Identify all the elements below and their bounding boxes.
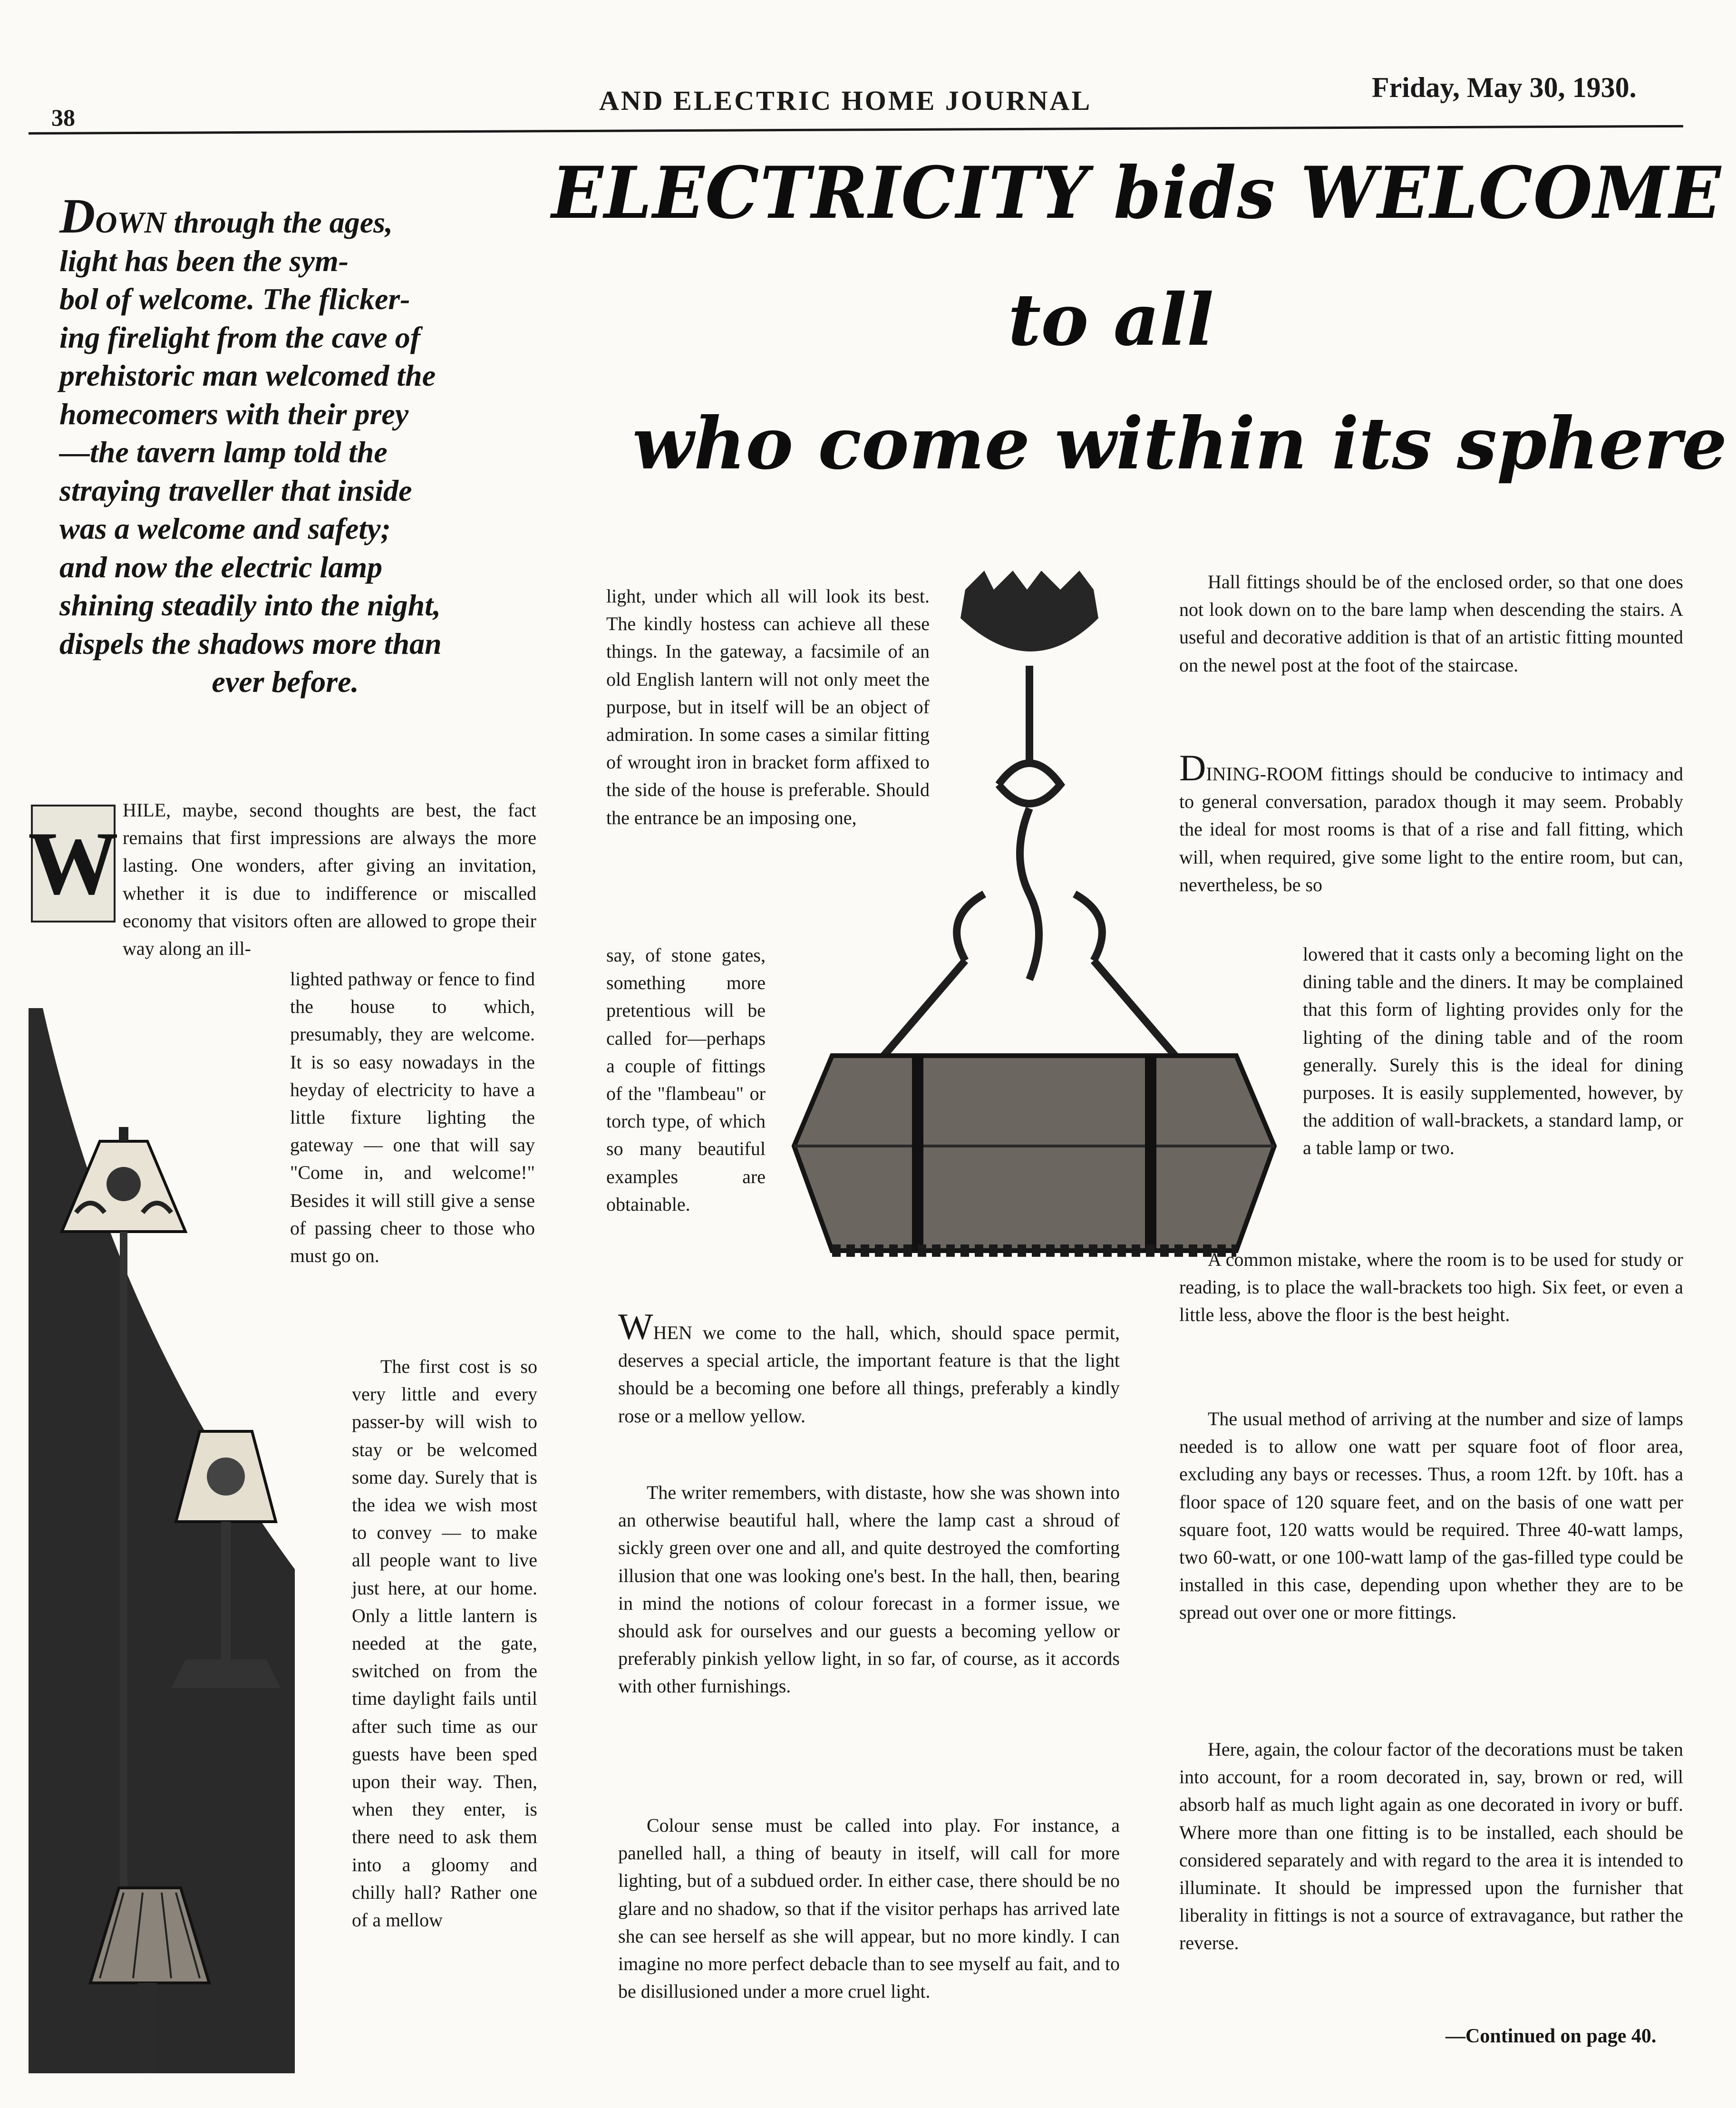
intro-line: light has been the sym-: [59, 243, 349, 278]
intro-line: homecomers with their prey: [59, 397, 409, 431]
intro-line: bol of welcome. The flicker-: [59, 282, 410, 316]
dropcap-letter: D: [1179, 747, 1206, 788]
intro-line: dispels the shadows more than: [59, 626, 442, 661]
column3-paragraph-5: Here, again, the colour factor of the decorations must be taken into account, for a room decorated in, say, brown or red, will absorb half as much light again as one decorated in ivory or buff. Where more than one fitting is to be installed, each should be considered separately and with regard to the area it is intended to illuminate. It should be impressed upon the furnisher that liberality in fittings is not a source of extravagance, but rather the reverse.: [1179, 1739, 1683, 1954]
column1-paragraph-2: The first cost is so very little and every passer-by will wish to stay or be welcomed some day. Surely that is the idea we wish most to convey — to make all people want to live just here, at our home. Only a little lantern is needed at the gate, switched on from the time daylight fails until after such time as our guests have been sped upon their way. Then, when they enter, is there need to ask them into a gloomy and chilly hall? Rather one of a mellow: [352, 1356, 537, 1931]
paragraph-text: HEN we come to the hall, which, should space permit, deserves a special article, the important feature is that the light should be a becoming one before all things, preferably a kindly rose or a mellow yellow.: [618, 1322, 1120, 1427]
continued-notice: —Continued on page 40.: [1445, 2025, 1657, 2047]
column2-paragraph-4: Colour sense must be called into play. For instance, a panelled hall, a thing of beauty in itself, will call for more lighting, but of a subdued order. In either case, there should be no glare and no shadow, so that if the visitor perhaps has arrived late she can see herself as she will appear, but no more kindly. I can imagine no more perfect debacle than to see myself au fait, and to be disillusioned under a more cruel light.: [618, 1815, 1120, 2002]
dropcap-letter: W: [618, 1306, 653, 1347]
intro-line: and now the electric lamp: [59, 550, 383, 584]
column2-paragraph-1b: say, of stone gates, something more pretentious will be called for—perhaps a couple of fittings of the "flambeau" or torch type, of which so many beautiful examples are obtainable.: [606, 944, 766, 1215]
column3-paragraph-2b: lowered that it casts only a becoming light on the dining table and the diners. It may be complained that this form of lighting provides only for the lighting of the dining table and of the room generally. Surely this is the ideal for dining purposes. It is easily supplemented, however, by the addition of wall-brackets, a standard lamp, or a table lamp or two.: [1303, 943, 1683, 1159]
column3-paragraph-dining: [1179, 747, 1683, 899]
column3-paragraph-4: The usual method of arriving at the number and size of lamps needed is to allow one watt per square foot of floor area, excluding any bays or recesses. Thus, a room 12ft. by 10ft. has a floor space of 120 square feet, and on the basis of one watt per square foot, 120 watts would be required. Three 40-watt lamps, two 60-watt, or one 100-watt lamp of the gas-filled type could be installed in this case, depending upon whether they are to be spread out over one or more fittings.: [1179, 1408, 1683, 1623]
intro-line: OWN through the ages,: [95, 205, 393, 239]
page-number: 38: [51, 104, 75, 131]
intro-line: —the tavern lamp told the: [59, 435, 388, 469]
headline-line-2: to all: [1008, 278, 1214, 362]
issue-date: Friday, May 30, 1930.: [1372, 72, 1637, 103]
intro-line: ever before.: [212, 665, 359, 699]
floor-lamps-illustration: [29, 1008, 314, 2073]
column1-paragraph-1a: HILE, maybe, second thoughts are best, the fact remains that first impressions are always the more lasting. One wonders, after giving an invitation, whether it is due to indifference or miscalled economy that visitors often are allowed to grope their way along an ill-: [123, 799, 536, 960]
dropcap-w-ornament: [28, 805, 118, 923]
ceiling-canopy-icon: [960, 571, 1098, 651]
intro-line: prehistoric man welcomed the: [59, 359, 436, 392]
column2-paragraph-1a: light, under which all will look its best. The kindly hostess can achieve all these things. In the gateway, a facsimile of an old English lantern will not only meet the purpose, but in itself will be an object of admiration. In some cases a similar fitting of wrought iron in bracket form affixed to the side of the house is preferable. Should the entrance be an imposing one,: [606, 585, 930, 828]
intro-paragraph: [59, 189, 511, 701]
column3-paragraph-1: Hall fittings should be of the enclosed order, so that one does not look down on to the bare lamp when descending the stairs. A useful and decorative addition is that of an artistic fitting mounted on the newel post at the foot of the staircase.: [1179, 571, 1683, 676]
header-rule: [29, 125, 1683, 135]
dropcap-letter: W: [28, 814, 118, 913]
wrought-iron-chain-icon: [880, 666, 1179, 1060]
intro-line: was a welcome and safety;: [59, 512, 391, 545]
intro-line: ing firelight from the cave of: [59, 320, 421, 354]
paragraph-text: INING-ROOM fittings should be conducive to intimacy and to general conversation, paradox though it may seem. Probably the ideal for most rooms is that of a rise and fall fitting, which will, when required, give some light to the entire room, but can, nevertheless, be so: [1179, 763, 1683, 895]
intro-line: straying traveller that inside: [59, 473, 412, 507]
octagonal-lantern-shade-icon: [794, 1056, 1274, 1251]
headline-line-3: who come within its sphere: [632, 402, 1727, 486]
running-head: AND ELECTRIC HOME JOURNAL: [599, 85, 1092, 116]
column2-paragraph-when: [618, 1306, 1120, 1430]
column1-paragraph-1b: lighted pathway or fence to find the house to which, presumably, they are welcome. It is so easy nowadays in the heyday of electricity to have a little fixture lighting the gateway — one that will say "Come in, and welcome!" Besides it will still give a sense of passing cheer to those who must go on.: [290, 968, 535, 1267]
column3-paragraph-3: A common mistake, where the room is to be used for study or reading, is to place the wall-brackets too high. Six feet, or even a little less, above the floor is the best height.: [1179, 1249, 1683, 1326]
intro-initial: D: [59, 189, 96, 243]
intro-line: shining steadily into the night,: [59, 588, 441, 622]
headline-line-1: ELECTRICITY bids WELCOME: [552, 151, 1722, 235]
column2-paragraph-3: The writer remembers, with distaste, how she was shown into an otherwise beautiful hall, where the lamp cast a shroud of sickly green over one and all, and quite destroyed the comforting illusion that one was looking one's best. In the hall, then, bearing in mind the notions of colour forecast in a former issue, we should ask for ourselves and our guests a becoming yellow or preferably pinkish yellow light, in so far, of course, as it accords with other furnishings.: [618, 1482, 1120, 1697]
